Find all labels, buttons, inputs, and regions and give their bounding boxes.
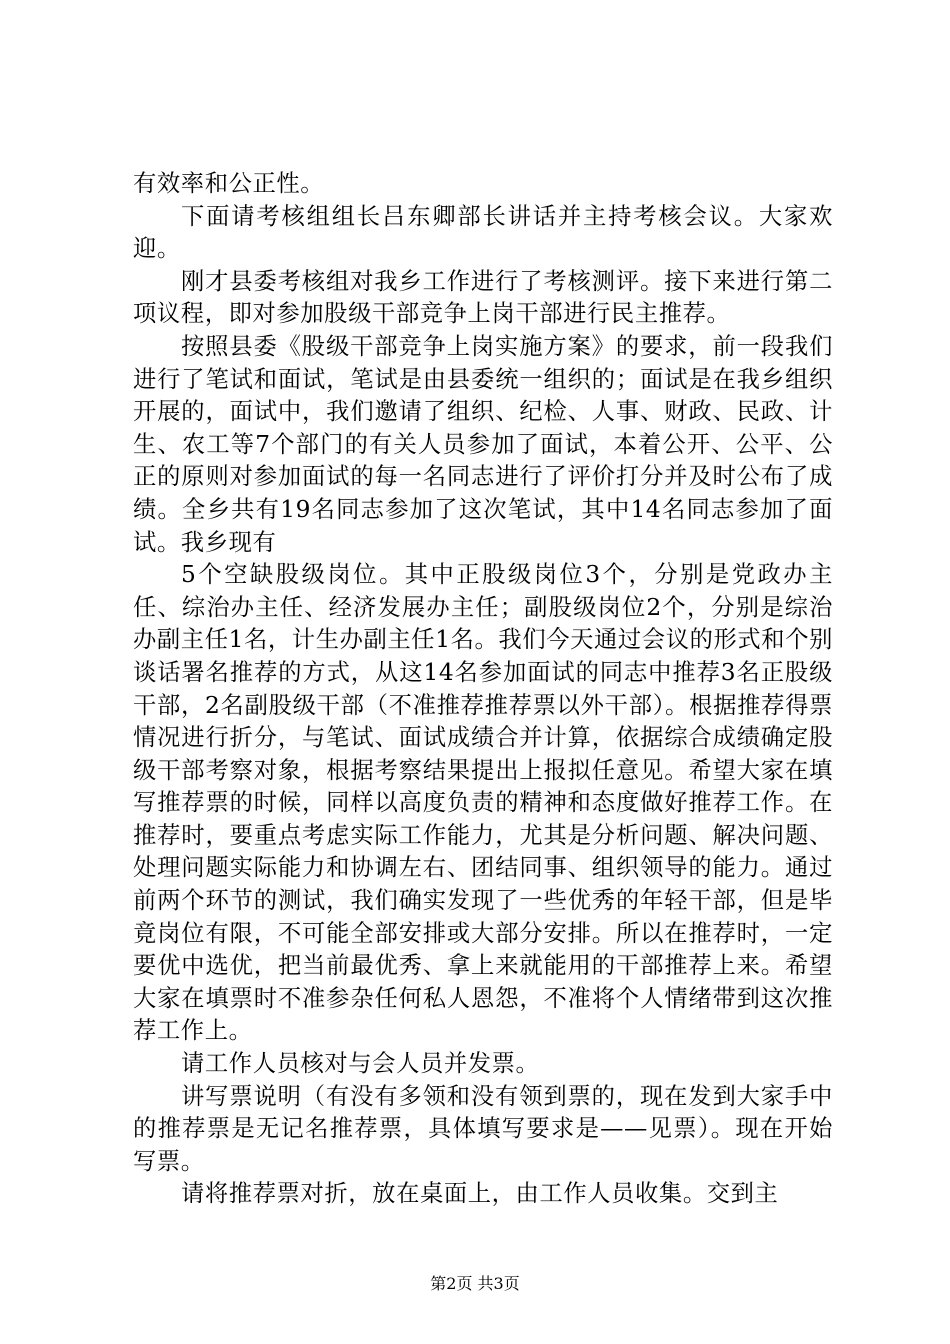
paragraph-6: 请工作人员核对与会人员并发票。: [181, 1050, 540, 1078]
paragraph-3: 刚才县委考核组对我乡工作进行了考核测评。接下来进行第二项议程，即对参加股级干部竞争上岗干部进行民主推荐。: [133, 267, 833, 328]
page-number-footer: 第2页 共3页: [430, 1274, 520, 1293]
paragraph-1: 有效率和公正性。: [133, 170, 325, 197]
paragraph-2: 下面请考核组组长吕东卿部长讲话并主持考核会议。大家欢迎。: [133, 202, 833, 263]
paragraph-7: 讲写票说明（有没有多领和没有领到票的，现在发到大家手中的推荐票是无记名推荐票，具体填写要求是——见票）。现在开始写票。: [133, 1082, 833, 1175]
paragraph-8: 请将推荐票对折，放在桌面上，由工作人员收集。交到主: [181, 1180, 779, 1208]
paragraph-5: 5个空缺股级岗位。其中正股级岗位3个，分别是党政办主任、综治办主任、经济发展办主任；副股级岗位2个，分别是综治办副主任1名，计生办副主任1名。我们今天通过会议的形式和个别谈话署名推荐的方式，从这14名参加面试的同志中推荐3名正股级干部，2名副股级干部（不准推荐推荐票以外干部）。根据推荐得票情况进行折分，与笔试、面试成绩合并计算，依据综合成绩确定股级干部考察对象，根据考察结果提出上报拟任意见。希望大家在填写推荐票的时候，同样以高度负责的精神和态度做好推荐工作。在推荐时，要重点考虑实际工作能力，尤其是分析问题、解决问题、处理问题实际能力和协调左右、团结同事、组织领导的能力。通过前两个环节的测试，我们确实发现了一些优秀的年轻干部，但是毕竟岗位有限，不可能全部安排或大部分安排。所以在推荐时，一定要优中选优，把当前最优秀、拿上来就能用的干部推荐上来。希望大家在填票时不准参杂任何私人恩怨，不准将个人情绪带到这次推荐工作上。: [133, 561, 833, 1045]
paragraph-4: 按照县委《股级干部竞争上岗实施方案》的要求，前一段我们进行了笔试和面试，笔试是由县委统一组织的；面试是在我乡组织开展的，面试中，我们邀请了组织、纪检、人事、财政、民政、计生、农工等7个部门的有关人员参加了面试，本着公开、公平、公正的原则对参加面试的每一名同志进行了评价打分并及时公布了成绩。全乡共有19名同志参加了这次笔试，其中14名同志参加了面试。我乡现有: [133, 332, 833, 556]
document-body: [133, 168, 833, 1211]
